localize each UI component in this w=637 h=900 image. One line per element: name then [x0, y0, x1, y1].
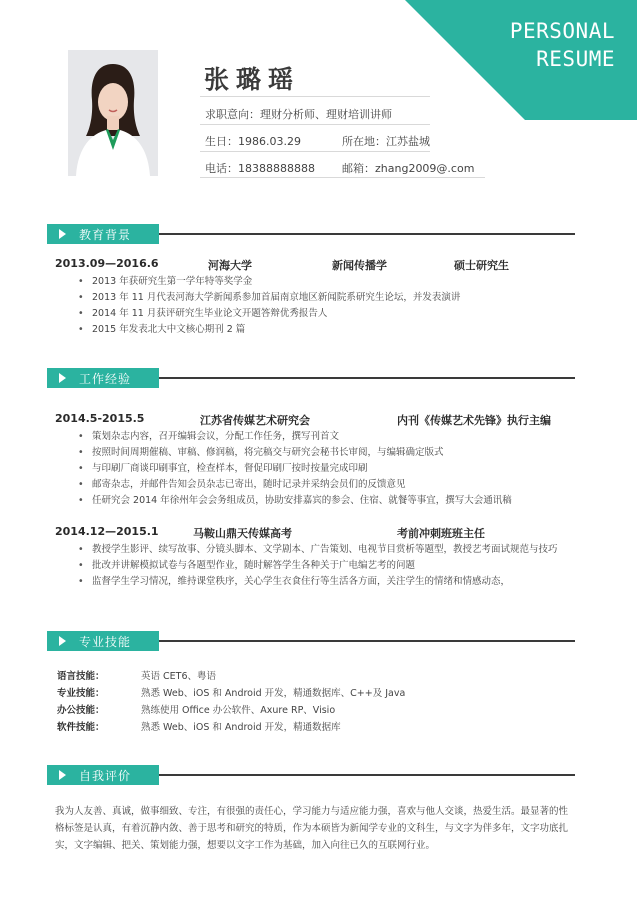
job-objective: 求职意向：理财分析师、理财培训讲师 — [205, 108, 392, 121]
section-title: 教育背景 — [79, 228, 132, 242]
edu-list — [78, 274, 460, 338]
job-org: 马鞍山鼎天传媒高考 — [193, 527, 292, 540]
section-header-evaluation — [47, 765, 575, 785]
section-header-education — [47, 224, 575, 244]
banner-title — [510, 17, 615, 73]
list-item: • 监督学生学习情况，维持课堂秩序，关心学生衣食住行等生活各方面，关注学生的情绪和情感动态， — [78, 574, 558, 590]
section-rule — [159, 640, 575, 642]
section-rule — [159, 377, 575, 379]
job-role: 内刊《传媒艺术先锋》执行主编 — [397, 414, 551, 427]
job-role: 考前冲刺班班主任 — [397, 527, 485, 540]
location: 所在地：江苏盐城 — [342, 135, 430, 148]
list-item: • 与印刷厂商谈印刷事宜，检查样本，督促印刷厂按时按量完成印刷 — [78, 461, 512, 477]
divider — [200, 151, 430, 152]
divider — [200, 124, 430, 125]
section-title: 专业技能 — [79, 635, 132, 649]
list-item: • 策划杂志内容，召开编辑会议，分配工作任务，撰写刊首文 — [78, 429, 512, 445]
edu-period: 2013.09—2016.6 — [55, 257, 159, 270]
birth-date: 生日：1986.03.29 — [205, 135, 301, 148]
job-duties — [78, 429, 512, 509]
list-item: • 任研究会 2014 年徐州年会会务组成员，协助安排嘉宾的参会、住宿、就餐等事宜，撰写大会通讯稿 — [78, 493, 512, 509]
list-item: • 批改并讲解模拟试卷与各题型作业，随时解答学生各种关于广电编艺考的问题 — [78, 558, 558, 574]
job-period: 2014.12—2015.1 — [55, 525, 159, 538]
edu-school: 河海大学 — [208, 259, 252, 272]
list-item: • 按照时间周期催稿、审稿、修润稿，将完稿交与研究会秘书长审阅，与编辑确定版式 — [78, 445, 512, 461]
phone: 电话：18388888888 — [205, 162, 315, 175]
arrow-icon — [59, 229, 66, 239]
skills-list — [57, 668, 405, 736]
corner-banner — [405, 0, 637, 120]
edu-degree: 硕士研究生 — [454, 259, 509, 272]
arrow-icon — [59, 373, 66, 383]
candidate-name: 张璐瑶 — [204, 65, 301, 94]
section-header-skills — [47, 631, 575, 651]
skill-key: 专业技能： — [57, 688, 105, 699]
section-title: 自我评价 — [79, 769, 132, 783]
skill-row — [57, 668, 405, 685]
job-period: 2014.5-2015.5 — [55, 412, 145, 425]
skill-key: 语言技能： — [57, 671, 105, 682]
banner-line-1: PERSONAL — [509, 19, 615, 43]
skill-key: 办公技能： — [57, 705, 105, 716]
section-rule — [159, 774, 575, 776]
skill-row — [57, 719, 405, 736]
list-item: • 2013 年获研究生第一学年特等奖学金 — [78, 274, 460, 290]
skill-key: 软件技能： — [57, 722, 105, 733]
self-evaluation-text: 我为人友善、真诚，做事细致、专注，有很强的责任心，学习能力与适应能力强，喜欢与他人交谈，热爱生活。最显著的性格标签是认真，有着沉静内敛、善于思考和研究的特质，作为本硕皆为新闻学专业的文科生，与文字为伴多年，文字功底扎实，文字编辑、把关、策划能力强，想要以文字工作为基础，加入向往已久的互联网行业。 — [55, 806, 569, 851]
email: 邮箱：zhang2009@.com — [342, 162, 475, 175]
section-title: 工作经验 — [79, 372, 132, 386]
list-item: • 邮寄杂志，并邮件告知会员杂志已寄出，随时记录并采纳会员们的反馈意见 — [78, 477, 512, 493]
list-item: • 2014 年 11 月获评研究生毕业论文开题答辩优秀报告人 — [78, 306, 460, 322]
banner-line-2: RESUME — [536, 47, 615, 71]
edu-major: 新闻传播学 — [332, 259, 387, 272]
section-header-work — [47, 368, 575, 388]
skill-value: 熟悉 Web、iOS 和 Android 开发，精通数据库 — [141, 722, 341, 733]
profile-photo — [68, 50, 158, 176]
name-underline — [200, 96, 430, 97]
skill-value: 英语 CET6、粤语 — [141, 671, 217, 682]
job-org: 江苏省传媒艺术研究会 — [200, 414, 310, 427]
divider — [200, 177, 485, 178]
arrow-icon — [59, 770, 66, 780]
skill-row — [57, 702, 405, 719]
list-item: • 2013 年 11 月代表河海大学新闻系参加首届南京地区新闻院系研究生论坛，并发表演讲 — [78, 290, 460, 306]
skill-value: 熟练使用 Office 办公软件、Axure RP、Visio — [141, 705, 336, 716]
skill-row — [57, 685, 405, 702]
list-item: • 2015 年发表北大中文核心期刊 2 篇 — [78, 322, 460, 338]
arrow-icon — [59, 636, 66, 646]
job-duties — [78, 542, 558, 590]
section-rule — [159, 233, 575, 235]
skill-value: 熟悉 Web、iOS 和 Android 开发，精通数据库、C++及 Java — [141, 688, 406, 699]
list-item: • 教授学生影评、续写故事、分镜头脚本、文学剧本、广告策划、电视节目赏析等题型，教授艺考面试规范与技巧 — [78, 542, 558, 558]
